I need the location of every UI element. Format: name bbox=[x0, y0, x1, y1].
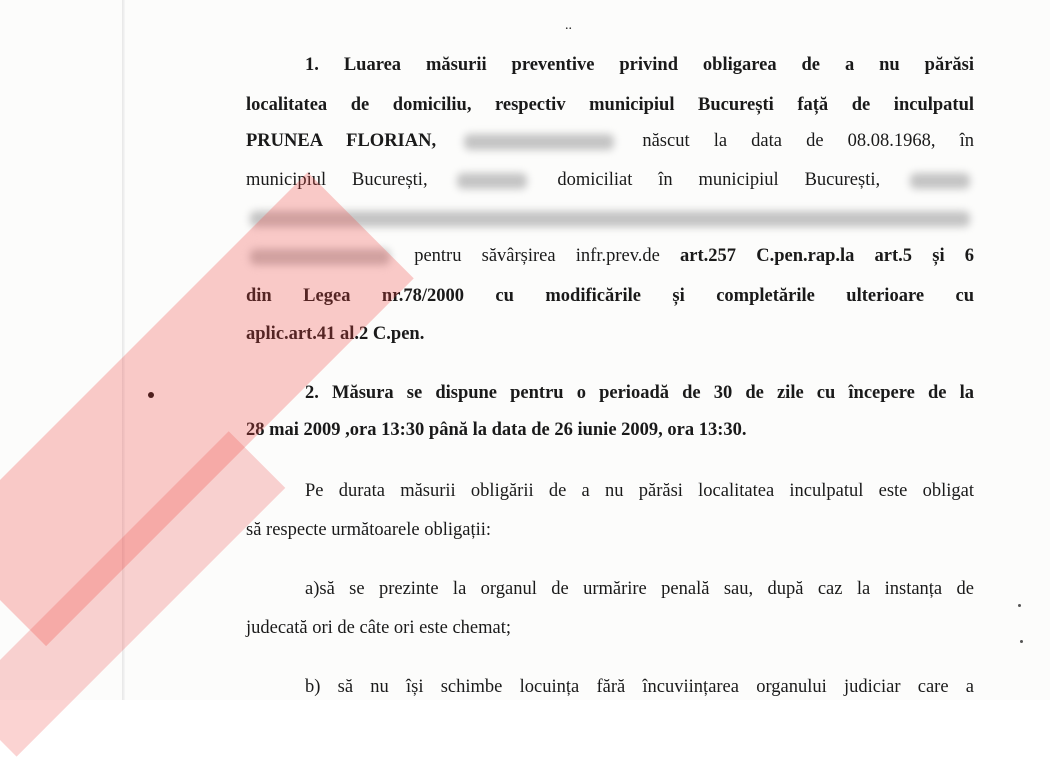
obligation-a-line2: judecată ori de câte ori este chemat; bbox=[246, 618, 512, 638]
header-marks: .. bbox=[565, 18, 572, 33]
item1-line3 bbox=[246, 129, 974, 153]
redacted-text bbox=[457, 173, 527, 189]
obligations-intro-line2: să respecte următoarele obligații: bbox=[246, 520, 492, 540]
redacted-text bbox=[250, 211, 970, 227]
item1-line2: localitatea de domiciliu, respectiv municipiul București față de inculpatul bbox=[246, 95, 974, 115]
redacted-text bbox=[250, 249, 390, 265]
item1-line8: aplic.art.41 al.2 C.pen. bbox=[246, 324, 425, 344]
obligation-a-line1: a)să se prezinte la organul de urmărire penală sau, după caz la instanța de bbox=[305, 579, 974, 599]
scan-speck bbox=[1018, 604, 1021, 607]
item1-line5-redacted bbox=[246, 206, 974, 230]
redacted-text bbox=[464, 134, 614, 150]
obligation-b-line1: b) să nu își schimbe locuința fără încuviințarea organului judiciar care a bbox=[305, 677, 974, 697]
birth-info: născut la data de 08.08.1968, în bbox=[642, 131, 975, 151]
item2-line1: 2. Măsura se dispune pentru o perioadă de 30 de zile cu începere de la bbox=[305, 383, 974, 403]
page-fold-shadow bbox=[122, 0, 125, 700]
item1-line4: municipiul București, domiciliat în municipiul București, bbox=[246, 168, 974, 192]
obligations-intro-line1: Pe durata măsurii obligării de a nu părăsi localitatea inculpatul este obligat bbox=[305, 481, 974, 501]
redacted-text bbox=[910, 173, 970, 189]
scan-speck bbox=[1020, 640, 1023, 643]
item1-line7: din Legea nr.78/2000 cu modificările și completările ulterioare cu bbox=[246, 286, 974, 306]
item1-line6: pentru săvârșirea infr.prev.de art.257 C.pen.rap.la art.5 și 6 bbox=[246, 244, 974, 268]
defendant-name: PRUNEA FLORIAN, bbox=[246, 131, 437, 151]
item1-line1: 1. Luarea măsurii preventive privind obligarea de a nu părăsi bbox=[305, 55, 974, 75]
bullet-mark bbox=[148, 392, 154, 398]
item2-line2: 28 mai 2009 ,ora 13:30 până la data de 26 iunie 2009, ora 13:30. bbox=[246, 420, 747, 440]
